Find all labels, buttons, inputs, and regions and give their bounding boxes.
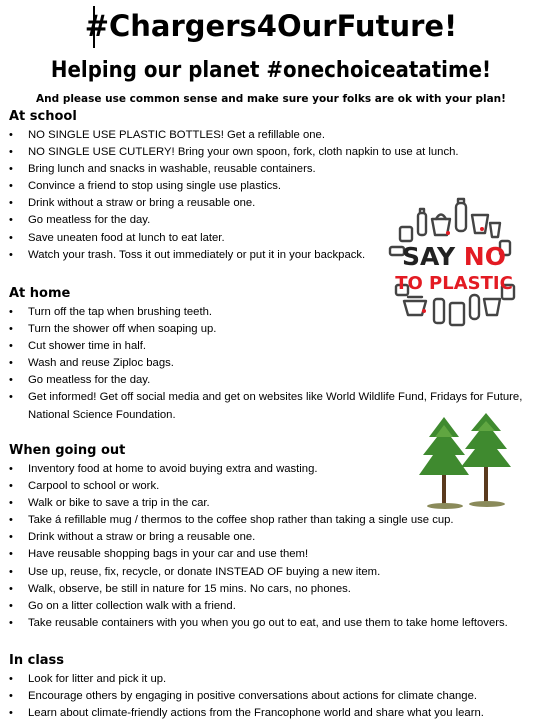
- badge-say: SAY: [402, 242, 464, 271]
- badge-no: NO: [463, 242, 506, 271]
- list-item: • Convince a friend to stop using single use plastics.: [9, 178, 389, 195]
- section-in-class: [9, 653, 539, 722]
- parent-note: And please use common sense and make sure your folks are ok with your plan!: [36, 93, 506, 105]
- list-item: • NO SINGLE USE PLASTIC BOTTLES! Get a refillable one.: [9, 127, 389, 144]
- list-item: • Bring lunch and snacks in washable, reusable containers.: [9, 161, 389, 178]
- list-item: • Walk, observe, be still in nature for 15 mins. No cars, no phones.: [9, 581, 539, 598]
- list-item: • Go on a litter collection walk with a friend.: [9, 598, 539, 615]
- list-item: • Get informed! Get off social media and get on websites like World Wildlife Fund, Fridays for Future, National Science Foundation.: [9, 389, 539, 423]
- section-title: When going out: [9, 443, 126, 458]
- section-title: In class: [9, 653, 65, 668]
- tips-list: [9, 671, 539, 722]
- page-title: #Chargers4OurFuture!: [84, 9, 458, 43]
- list-item: • Drink without a straw or bring a reusable one.: [9, 195, 389, 212]
- list-item: • Turn the shower off when soaping up.: [9, 321, 539, 338]
- list-item: • Look for litter and pick it up.: [9, 671, 539, 688]
- list-item: • Take reusable containers with you when you go out to eat, and use them to take home leftovers.: [9, 615, 539, 632]
- list-item: • Wash and reuse Ziploc bags.: [9, 355, 539, 372]
- say-no-to-plastic-icon: [378, 189, 530, 341]
- section-title: At school: [9, 109, 77, 124]
- list-item: • NO SINGLE USE CUTLERY! Bring your own spoon, fork, cloth napkin to use at lunch.: [9, 144, 389, 161]
- list-item: • Go meatless for the day.: [9, 212, 389, 229]
- list-item: • Have reusable shopping bags in your car and use them!: [9, 546, 539, 563]
- badge-line2: TO PLASTIC: [395, 273, 513, 294]
- list-item: • Encourage others by engaging in positive conversations about actions for climate change.: [9, 688, 539, 705]
- list-item: • Carpool to school or work.: [9, 478, 539, 495]
- list-item: • Learn about climate-friendly actions from the Francophone world and share what you learn.: [9, 705, 539, 722]
- list-item: • Save uneaten food at lunch to eat later.: [9, 230, 389, 247]
- list-item: • Watch your trash. Toss it out immediately or put it in your backpack.: [9, 247, 389, 264]
- page-subtitle: Helping our planet #onechoiceatatime!: [50, 58, 492, 83]
- list-item: • Use up, reuse, fix, recycle, or donate INSTEAD OF buying a new item.: [9, 564, 539, 581]
- list-item: • Drink without a straw or bring a reusable one.: [9, 529, 539, 546]
- pine-trees-icon: [415, 411, 525, 511]
- list-item: • Go meatless for the day.: [9, 372, 539, 389]
- list-item: • Walk or bike to save a trip in the car.: [9, 495, 539, 512]
- list-item: • Inventory food at home to avoid buying extra and wasting.: [9, 461, 539, 478]
- list-item: • Take á refillable mug / thermos to the coffee shop rather than taking a single use cup.: [9, 512, 539, 529]
- list-item: • Cut shower time in half.: [9, 338, 539, 355]
- section-title: At home: [9, 286, 71, 301]
- list-item: • Turn off the tap when brushing teeth.: [9, 304, 539, 321]
- svg-text:SAY NO: [402, 242, 506, 271]
